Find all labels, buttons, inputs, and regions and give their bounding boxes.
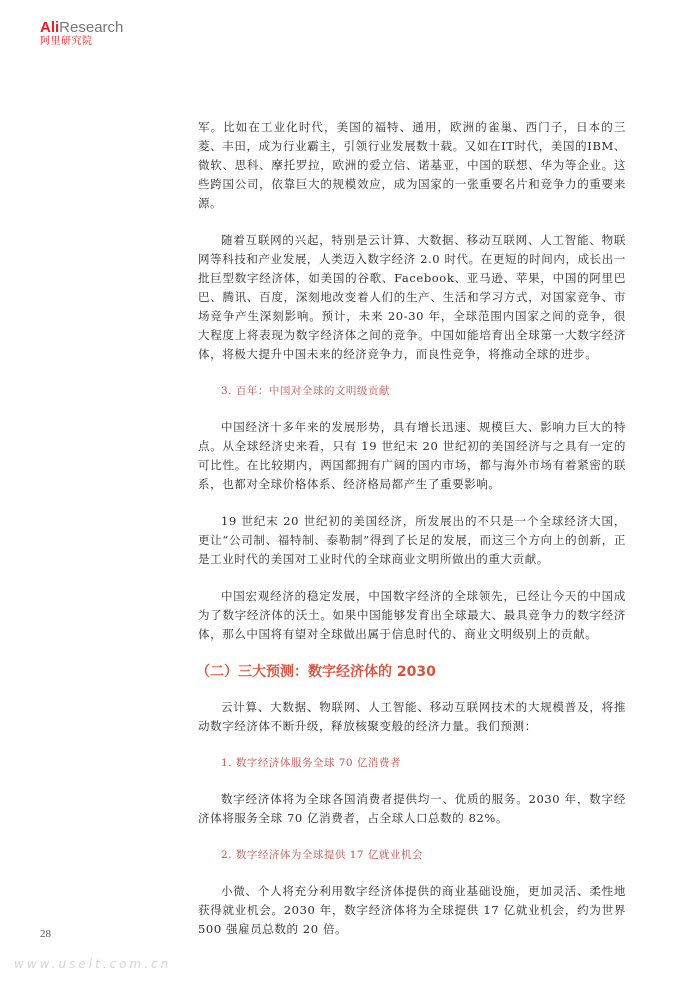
logo-wordmark <box>40 20 123 35</box>
logo-chinese: 阿里研究院 <box>40 36 93 47</box>
aliresearch-logo <box>40 20 123 47</box>
watermark: www.useit.com.cn <box>14 957 172 971</box>
subheading-centennial: 3. 百年：中国对全球的文明级贡献 <box>221 385 390 397</box>
paragraph-7: 数字经济体将为全球各国消费者提供均一、优质的服务。2030 年，数字经济体将服务全球 70 亿消费者，占全球人口总数的 82%。 <box>198 792 626 825</box>
logo-research: Research <box>59 19 124 36</box>
page-content <box>198 118 626 957</box>
subheading-jobs: 2. 数字经济体为全球提供 17 亿就业机会 <box>221 849 423 861</box>
subheading-consumers: 1. 数字经济体服务全球 70 亿消费者 <box>221 757 401 769</box>
paragraph-4: 19 世纪末 20 世纪初的美国经济，所发展出的不只是一个全球经济大国，更让“公司制、福特制、泰勒制”得到了长足的发展，而这三个方向上的创新，正是工业时代的美国对工业时代的全球商业文明所做出的重大贡献。 <box>198 514 626 566</box>
paragraph-8: 小微、个人将充分利用数字经济体提供的商业基础设施，更加灵活、柔性地获得就业机会。2030 年，数字经济体将为全球提供 17 亿就业机会，约为世界 500 强雇员总数的 20 倍。 <box>198 884 626 936</box>
paragraph-2: 随着互联网的兴起，特别是云计算、大数据、移动互联网、人工智能、物联网等科技和产业发展，人类迈入数字经济 2.0 时代。在更短的时间内，成长出一批巨型数字经济体，如美国的谷歌、Facebook、亚马逊、苹果，中国的阿里巴巴、腾讯、百度，深刻地改变着人们的生产、生活和学习方式，对国家竞争、市场竞争产生深刻影响。预计，未来 20-30 年，全球范围内国家之间的竞争，很大程度上将表现为数字经济体之间的竞争。中国如能培育出全球第一大数字经济体，将极大提升中国未来的经济竞争力，而良性竞争，将推动全球的进步。 <box>198 233 626 361</box>
paragraph-5: 中国宏观经济的稳定发展，中国数字经济的全球领先，已经让今天的中国成为了数字经济体的沃土。如果中国能够发育出全球最大、最具竞争力的数字经济体，那么中国将有望对全球做出属于信息时代的、商业文明级别上的贡献。 <box>198 589 626 641</box>
page-number: 28 <box>40 928 51 940</box>
paragraph-6: 云计算、大数据、物联网、人工智能、移动互联网技术的大规模普及，将推动数字经济体不断升级，释放核聚变般的经济力量。我们预测： <box>198 700 626 733</box>
paragraph-3: 中国经济十多年来的发展形势，具有增长迅速、规模巨大、影响力巨大的特点。从全球经济史来看，只有 19 世纪末 20 世纪初的美国经济与之具有一定的可比性。在比较期内，两国都拥有广阔的国内市场，都与海外市场有着紧密的联系，也都对全球价格体系、经济格局都产生了重要影响。 <box>198 420 626 491</box>
logo-ali: Ali <box>40 19 60 36</box>
paragraph-1: 军。比如在工业化时代，美国的福特、通用，欧洲的雀巢、西门子，日本的三菱、丰田，成为行业霸主，引领行业发展数十载。又如在IT时代，美国的IBM、微软、思科、摩托罗拉，欧洲的爱立信、诺基亚，中国的联想、华为等企业。这些跨国公司，依靠巨大的规模效应，成为国家的一张重要名片和竞争力的重要来源。 <box>198 120 626 210</box>
section-heading-predictions: （二）三大预测：数字经济体的 2030 <box>196 664 436 680</box>
